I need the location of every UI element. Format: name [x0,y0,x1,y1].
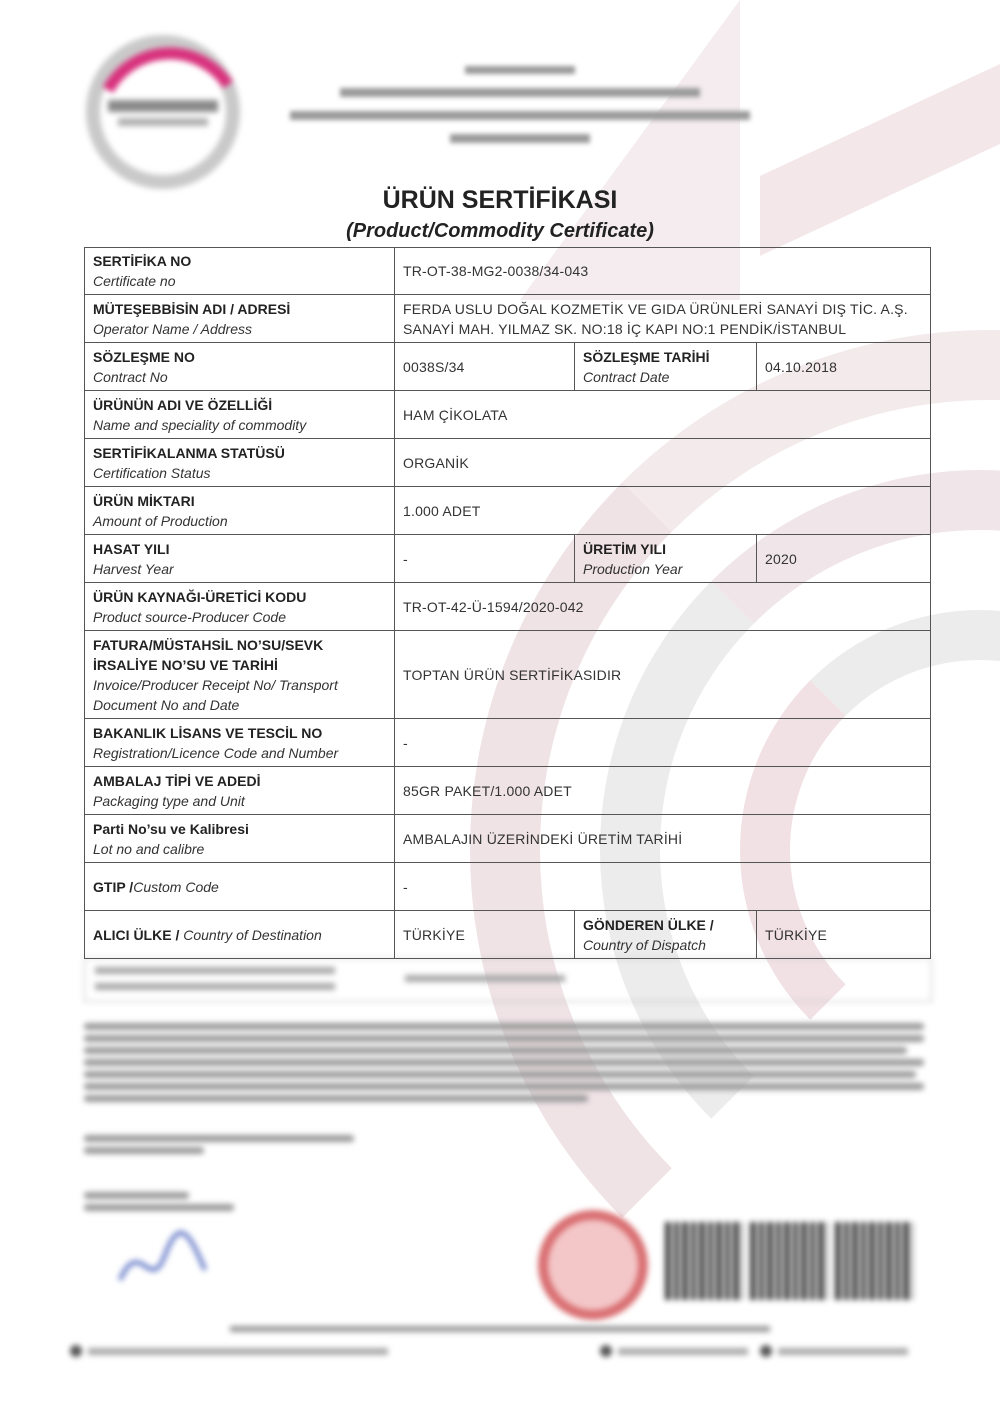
blurred-signature-block [84,1130,384,1216]
row-label-cell [85,863,395,911]
source-value: TR-OT-42-Ü-1594/2020-042 [395,583,931,631]
production-year-label-en: Production Year [583,560,683,577]
gtip-label-en: Custom Code [133,878,219,895]
table-row [85,487,931,535]
table-row [85,583,931,631]
blurred-extra-row [84,958,932,1002]
signature-mark [110,1225,220,1295]
operator-value-cell [395,295,931,343]
table-row [85,248,931,295]
table-row [85,295,931,343]
contract-date-value: 04.10.2018 [757,343,931,391]
operator-label-en: Operator Name / Address [93,320,252,337]
status-label: SERTİFİKALANMA STATÜSÜ [93,444,285,461]
blurred-footnote-paragraph [84,1018,924,1107]
row-label-cell [85,343,395,391]
row-label-cell [575,343,757,391]
license-label: BAKANLIK LİSANS VE TESCİL NO [93,724,323,741]
table-row [85,343,931,391]
issuer-header [270,60,770,143]
contract-date-label-en: Contract Date [583,368,670,385]
gtip-value: - [395,863,931,911]
row-label-cell [85,815,395,863]
production-year-value: 2020 [757,535,931,583]
contract-date-label: SÖZLEŞME TARİHİ [583,348,710,365]
certificate-no-label: SERTİFİKA NO [93,253,192,269]
table-row [85,815,931,863]
table-row [85,911,931,959]
production-year-label: ÜRETİM YILI [583,540,666,557]
operator-name: FERDA USLU DOĞAL KOZMETİK VE GIDA ÜRÜNLERİ SANAYİ DIŞ TİC. A.Ş. [403,300,908,317]
table-row [85,863,931,911]
amount-value: 1.000 ADET [395,487,931,535]
table-row [85,535,931,583]
qr-code [665,1222,743,1300]
destination-value: TÜRKİYE [395,911,575,959]
document-title: ÜRÜN SERTİFİKASI [382,186,618,214]
amount-label-en: Amount of Production [93,512,228,529]
harvest-year-value: - [395,535,575,583]
table-row [85,719,931,767]
dispatch-label: GÖNDEREN ÜLKE / [583,916,714,933]
certification-stamp [538,1210,648,1320]
lot-label: Parti No’su ve Kalibresi [93,820,249,837]
organization-logo [78,30,248,195]
invoice-value: TOPTAN ÜRÜN SERTİFİKASIDIR [395,631,931,719]
lot-label-en: Lot no and calibre [93,840,205,857]
table-row [85,631,931,719]
row-label-cell [85,391,395,439]
row-label-cell [85,767,395,815]
lot-value: AMBALAJIN ÜZERİNDEKİ ÜRETİM TARİHİ [395,815,931,863]
source-label-en: Product source-Producer Code [93,608,286,625]
destination-label: ALICI ÜLKE / [93,926,180,943]
packaging-value: 85GR PAKET/1.000 ADET [395,767,931,815]
certificate-table [84,247,931,959]
packaging-label: AMBALAJ TİPİ VE ADEDİ [93,772,261,789]
contract-no-label-en: Contract No [93,368,168,385]
status-value: ORGANİK [395,439,931,487]
table-row [85,767,931,815]
row-label-cell [575,911,757,959]
source-label: ÜRÜN KAYNAĞI-ÜRETİCİ KODU [93,588,307,605]
invoice-label-en: Invoice/Producer Receipt No/ Transport [93,676,338,693]
gtip-label: GTIP / [93,878,134,895]
invoice-label-2: İRSALİYE NO’SU VE TARİHİ [93,656,278,673]
row-label-cell [85,583,395,631]
blurred-footer-line [230,1326,770,1332]
certificate-no-label-en: Certificate no [93,273,176,289]
operator-label: MÜTEŞEBBİSİN ADI / ADRESİ [93,300,291,317]
amount-label: ÜRÜN MİKTARI [93,492,195,509]
row-label-cell [85,295,395,343]
contract-no-value: 0038S/34 [395,343,575,391]
destination-label-en: Country of Destination [183,926,322,943]
commodity-label-en: Name and speciality of commodity [93,416,307,433]
row-label-cell [85,631,395,719]
dispatch-label-en: Country of Dispatch [583,936,706,953]
operator-address: SANAYİ MAH. YILMAZ SK. NO:18 İÇ KAPI NO:1 PENDİK/İSTANBUL [403,320,847,337]
harvest-year-label-en: Harvest Year [93,560,174,577]
license-value: - [395,719,931,767]
row-label-cell [85,439,395,487]
invoice-label-en-2: Document No and Date [93,696,240,713]
license-label-en: Registration/Licence Code and Number [93,744,339,761]
row-label-cell [85,248,395,295]
row-label-cell [575,535,757,583]
dispatch-value: TÜRKİYE [757,911,931,959]
document-subtitle: (Product/Commodity Certificate) [346,220,654,242]
table-row [85,391,931,439]
invoice-label: FATURA/MÜSTAHSİL NO’SU/SEVK [93,636,324,653]
harvest-year-label: HASAT YILI [93,540,170,557]
row-label-cell [85,719,395,767]
commodity-value: HAM ÇİKOLATA [395,391,931,439]
row-label-cell [85,911,395,959]
contract-no-label: SÖZLEŞME NO [93,348,195,365]
status-label-en: Certification Status [93,464,211,481]
qr-code [835,1222,913,1300]
row-label-cell [85,535,395,583]
blurred-contact-bar [70,1345,910,1359]
qr-code [750,1222,828,1300]
table-row [85,439,931,487]
packaging-label-en: Packaging type and Unit [93,792,245,809]
row-label-cell [85,487,395,535]
commodity-label: ÜRÜNÜN ADI VE ÖZELLİĞİ [93,396,273,413]
certificate-no-value: TR-OT-38-MG2-0038/34-043 [395,248,931,295]
